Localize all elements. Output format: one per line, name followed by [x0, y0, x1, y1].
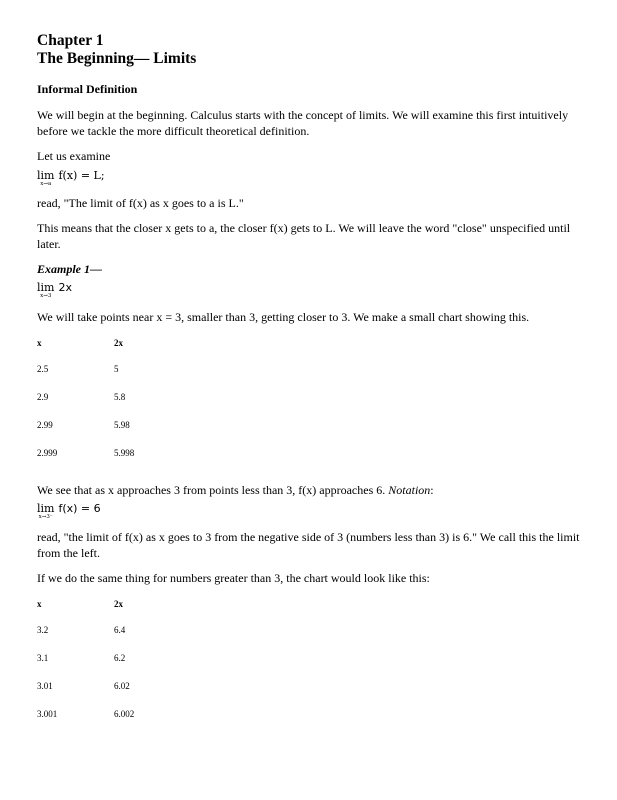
limit-equation-example: [37, 282, 582, 299]
greater-paragraph: If we do the same thing for numbers greater than 3, the chart would look like this:: [37, 571, 430, 585]
table-header-row: [37, 331, 134, 355]
cell-x: 3.001: [37, 708, 58, 719]
column-header-2x: 2x: [114, 598, 123, 609]
limit-equation-left: [37, 503, 582, 520]
lim-subscript: x→3⁻: [38, 514, 53, 520]
column-header-2x: 2x: [114, 337, 123, 348]
cell-x: 2.9: [37, 391, 49, 402]
cell-2x: 6.002: [114, 708, 135, 719]
cell-2x: 5.8: [114, 391, 126, 402]
lim-word: lim: [37, 281, 55, 294]
table-row: [37, 355, 134, 383]
table-row: [37, 672, 134, 700]
example-label: Example 1—: [37, 262, 102, 276]
cell-2x: 6.02: [114, 680, 130, 691]
meaning-paragraph: This means that the closer x gets to a, the closer f(x) gets to L. We will leave the word "close" unspecified until later.: [37, 221, 571, 251]
cell-x: 2.5: [37, 363, 49, 374]
cell-2x: 5: [114, 363, 119, 374]
lim-subscript: x→3: [40, 293, 52, 299]
limit-expression: 2x: [58, 281, 72, 294]
limit-expression: f(x) = L;: [58, 168, 105, 182]
lim-word: lim: [37, 502, 55, 515]
left-limit-paragraph: read, "the limit of f(x) as x goes to 3 from the negative side of 3 (numbers less than 3) is 6." We call this the limit from the left.: [37, 530, 580, 560]
right-limit-table: [37, 592, 134, 728]
cell-2x: 6.4: [114, 624, 126, 635]
cell-2x: 6.2: [114, 652, 126, 663]
lim-operator: [37, 503, 54, 520]
cell-x: 2.99: [37, 419, 53, 430]
left-limit-table: [37, 331, 134, 467]
table-row: [37, 411, 134, 439]
lim-operator: [37, 282, 54, 299]
cell-x: 3.2: [37, 624, 49, 635]
limit-equation-general: [37, 170, 582, 187]
intro-paragraph: We will begin at the beginning. Calculus starts with the concept of limits. We will examine this first intuitively before we tackle the more difficult theoretical definition.: [37, 108, 569, 138]
lim-operator: [37, 170, 54, 187]
limit-expression: f(x) = 6: [58, 502, 101, 515]
section-heading: Informal Definition: [37, 82, 138, 96]
read-paragraph: read, "The limit of f(x) as x goes to a is L.": [37, 195, 244, 210]
table-row: [37, 700, 134, 728]
cell-x: 3.1: [37, 652, 49, 663]
chapter-number: Chapter 1: [37, 32, 104, 49]
cell-2x: 5.98: [114, 419, 130, 430]
notation-word: Notation: [388, 482, 431, 497]
notation-colon: :: [430, 482, 434, 497]
lim-subscript: x→a: [40, 180, 52, 187]
cell-x: 2.999: [37, 447, 58, 458]
table-row: [37, 644, 134, 672]
chapter-title: [37, 32, 582, 68]
table-row: [37, 616, 134, 644]
column-header-x: x: [37, 598, 42, 609]
table-row: [37, 439, 134, 467]
chapter-name: The Beginning— Limits: [37, 50, 197, 67]
approach-text: We see that as x approaches 3 from points less than 3, f(x) approaches 6.: [37, 482, 389, 497]
column-header-x: x: [37, 337, 42, 348]
cell-x: 3.01: [37, 680, 53, 691]
table-row: [37, 383, 134, 411]
points-paragraph: We will take points near x = 3, smaller than 3, getting closer to 3. We make a small chart showing this.: [37, 310, 530, 324]
table-header-row: [37, 592, 134, 616]
cell-2x: 5.998: [114, 447, 135, 458]
lim-word: lim: [37, 168, 55, 182]
document-page: [37, 32, 582, 728]
examine-paragraph: Let us examine: [37, 149, 111, 163]
approach-paragraph: [37, 483, 582, 499]
